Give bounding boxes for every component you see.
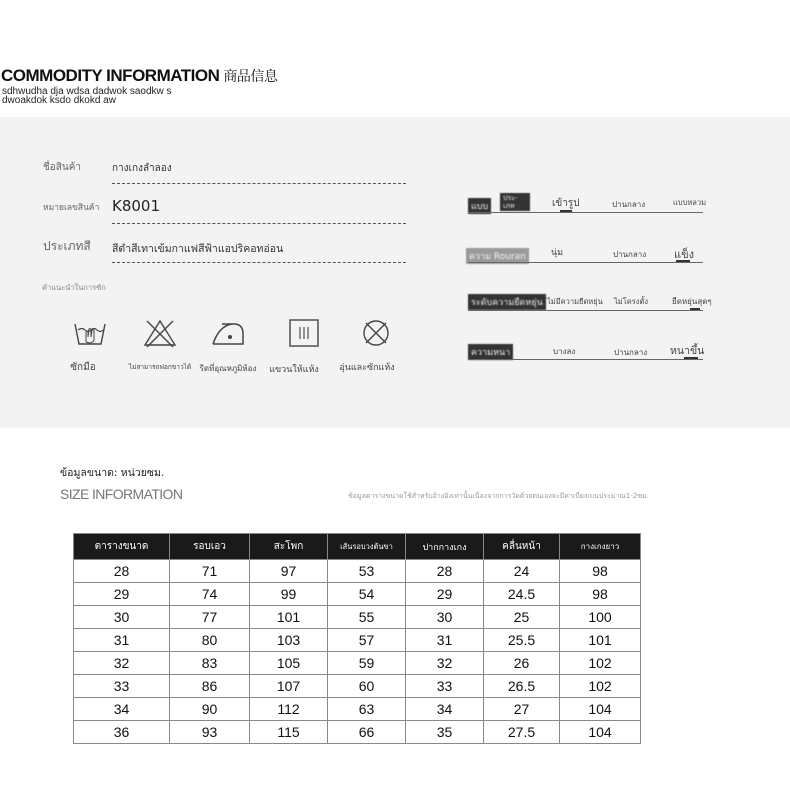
table-cell: 34 bbox=[406, 698, 484, 721]
table-cell: 25 bbox=[484, 606, 560, 629]
table-cell: 28 bbox=[74, 560, 170, 583]
product-code-label: หมายเลขสินค้า bbox=[43, 203, 100, 213]
table-cell: 112 bbox=[250, 698, 328, 721]
table-cell: 25.5 bbox=[484, 629, 560, 652]
table-cell: 102 bbox=[560, 652, 641, 675]
table-cell: 107 bbox=[250, 675, 328, 698]
table-row bbox=[74, 560, 641, 583]
table-cell: 30 bbox=[406, 606, 484, 629]
no-bleach-icon bbox=[142, 318, 178, 348]
table-header-row bbox=[74, 534, 641, 560]
care-title: คำแนะนำในการซัก bbox=[42, 283, 106, 292]
col-hip: สะโพก bbox=[250, 534, 328, 560]
table-cell: 103 bbox=[250, 629, 328, 652]
commodity-title bbox=[1, 66, 277, 86]
table-cell: 59 bbox=[328, 652, 406, 675]
attr-scale-line bbox=[468, 310, 703, 311]
table-cell: 31 bbox=[406, 629, 484, 652]
field-divider bbox=[112, 183, 406, 184]
table-cell: 26 bbox=[484, 652, 560, 675]
title-cn: 商品信息 bbox=[223, 68, 278, 84]
table-cell: 105 bbox=[250, 652, 328, 675]
care-label: รีดที่อุณหภูมิห้อง bbox=[199, 364, 257, 373]
field-divider bbox=[112, 262, 406, 263]
table-cell: 74 bbox=[170, 583, 250, 606]
table-cell: 101 bbox=[250, 606, 328, 629]
table-cell: 77 bbox=[170, 606, 250, 629]
table-cell: 63 bbox=[328, 698, 406, 721]
table-cell: 53 bbox=[328, 560, 406, 583]
table-cell: 54 bbox=[328, 583, 406, 606]
table-cell: 55 bbox=[328, 606, 406, 629]
color-label: ประเภทสี bbox=[43, 239, 91, 253]
table-cell: 102 bbox=[560, 675, 641, 698]
attr-option: ยืดหยุ่นสุดๆ bbox=[672, 297, 712, 306]
table-cell: 24 bbox=[484, 560, 560, 583]
attr-option: บางลง bbox=[553, 347, 576, 356]
attr-selected-mark bbox=[560, 210, 572, 212]
size-note: ข้อมูลดารางขนาดใช้สำหรับอ้างอิงเท่านั้นเนื่องจากการวัดด้วยตนเองจะมีค่าเบี่ยงเบนประมาณ1-2ซม. bbox=[348, 492, 649, 500]
subtitle-line-1: sdhwudha dja wdsa dadwok saodkw s bbox=[2, 86, 172, 97]
table-row bbox=[74, 652, 641, 675]
table-cell: 32 bbox=[406, 652, 484, 675]
table-cell: 27 bbox=[484, 698, 560, 721]
table-cell: 32 bbox=[74, 652, 170, 675]
col-thigh: เส้นรอบวงต้นขา bbox=[328, 534, 406, 560]
attr-option: ปานกลาง bbox=[612, 200, 646, 209]
table-cell: 26.5 bbox=[484, 675, 560, 698]
attr-option: แบบหลวม bbox=[673, 198, 707, 207]
table-cell: 33 bbox=[74, 675, 170, 698]
attr-option: นุ่ม bbox=[551, 248, 564, 258]
attr-option: ปานกลาง bbox=[614, 348, 648, 357]
attr-scale-line bbox=[468, 262, 703, 263]
table-cell: 104 bbox=[560, 698, 641, 721]
table-cell: 33 bbox=[406, 675, 484, 698]
table-cell: 83 bbox=[170, 652, 250, 675]
no-tumble-dry-icon bbox=[358, 318, 394, 348]
product-name-value: กางเกงลำลอง bbox=[112, 163, 172, 174]
care-label: อุ่นและซักแห้ง bbox=[339, 363, 395, 373]
subtitle-line-2: dwoakdok ksdo dkokd aw bbox=[2, 95, 116, 106]
attr-option: ไม่โครงตั้ง bbox=[614, 297, 648, 306]
field-divider bbox=[112, 223, 406, 224]
size-title-en: SIZE INFORMATION bbox=[60, 486, 183, 502]
table-cell: 90 bbox=[170, 698, 250, 721]
table-cell: 28 bbox=[406, 560, 484, 583]
color-value: สีดำสีเทาเข้มกาแฟสีฟ้าแอปริคอทอ่อน bbox=[112, 243, 284, 255]
title-en: COMMODITY INFORMATION bbox=[1, 66, 220, 85]
table-cell: 34 bbox=[74, 698, 170, 721]
table-cell: 104 bbox=[560, 721, 641, 744]
table-cell: 97 bbox=[250, 560, 328, 583]
attr-selected-mark bbox=[684, 357, 698, 359]
table-cell: 100 bbox=[560, 606, 641, 629]
table-cell: 80 bbox=[170, 629, 250, 652]
col-waist: รอบเอว bbox=[170, 534, 250, 560]
table-row bbox=[74, 606, 641, 629]
product-name-label: ชื่อสินค้า bbox=[43, 162, 82, 173]
table-row bbox=[74, 675, 641, 698]
table-cell: 98 bbox=[560, 560, 641, 583]
attr-fit-name-2: ประ-เภท bbox=[500, 193, 530, 211]
col-front-rise: คลื่นหน้า bbox=[484, 534, 560, 560]
col-length: กางเกงยาว bbox=[560, 534, 641, 560]
size-table bbox=[73, 533, 641, 744]
table-row bbox=[74, 721, 641, 744]
table-cell: 86 bbox=[170, 675, 250, 698]
table-cell: 93 bbox=[170, 721, 250, 744]
attr-option: ปานกลาง bbox=[613, 250, 647, 259]
attr-selected-mark bbox=[676, 260, 690, 262]
attr-scale-line bbox=[468, 212, 703, 213]
attr-fit-name: แบบ bbox=[468, 198, 491, 214]
table-cell: 36 bbox=[74, 721, 170, 744]
table-cell: 30 bbox=[74, 606, 170, 629]
col-size: ตารางขนาด bbox=[74, 534, 170, 560]
attr-scale-line bbox=[468, 359, 703, 360]
table-cell: 24.5 bbox=[484, 583, 560, 606]
attr-thickness-name: ความหนา bbox=[468, 344, 513, 360]
hand-wash-icon bbox=[72, 318, 108, 348]
table-row bbox=[74, 698, 641, 721]
attr-selected-mark bbox=[690, 308, 700, 310]
table-cell: 71 bbox=[170, 560, 250, 583]
attr-option: ไม่มีความยืดหยุ่น bbox=[547, 297, 603, 306]
table-cell: 60 bbox=[328, 675, 406, 698]
care-label: ซักมือ bbox=[70, 362, 96, 373]
table-cell: 66 bbox=[328, 721, 406, 744]
hang-dry-icon bbox=[286, 318, 322, 348]
attr-option: หนาขึ้น bbox=[670, 345, 705, 357]
table-cell: 31 bbox=[74, 629, 170, 652]
care-label: ไม่สามารถฟอกขาวได้ bbox=[128, 363, 192, 371]
table-cell: 99 bbox=[250, 583, 328, 606]
table-cell: 27.5 bbox=[484, 721, 560, 744]
size-title-th: ข้อมูลขนาด: หน่วยซม. bbox=[60, 467, 165, 479]
table-cell: 98 bbox=[560, 583, 641, 606]
table-cell: 101 bbox=[560, 629, 641, 652]
care-label: แขวนให้แห้ง bbox=[269, 365, 319, 375]
attr-option: แข็ง bbox=[674, 248, 694, 261]
table-row bbox=[74, 583, 641, 606]
table-cell: 29 bbox=[406, 583, 484, 606]
attr-elasticity-name: ระดับความยืดหยุ่น bbox=[468, 294, 546, 310]
table-row bbox=[74, 629, 641, 652]
attr-option: เข้ารูป bbox=[552, 198, 580, 209]
col-leg-opening: ปากกางเกง bbox=[406, 534, 484, 560]
attr-softness-name: ความ Rouran bbox=[466, 248, 529, 264]
table-cell: 115 bbox=[250, 721, 328, 744]
table-cell: 35 bbox=[406, 721, 484, 744]
iron-low-icon bbox=[210, 318, 246, 348]
product-code-value: K8001 bbox=[112, 197, 161, 215]
table-cell: 29 bbox=[74, 583, 170, 606]
table-cell: 57 bbox=[328, 629, 406, 652]
